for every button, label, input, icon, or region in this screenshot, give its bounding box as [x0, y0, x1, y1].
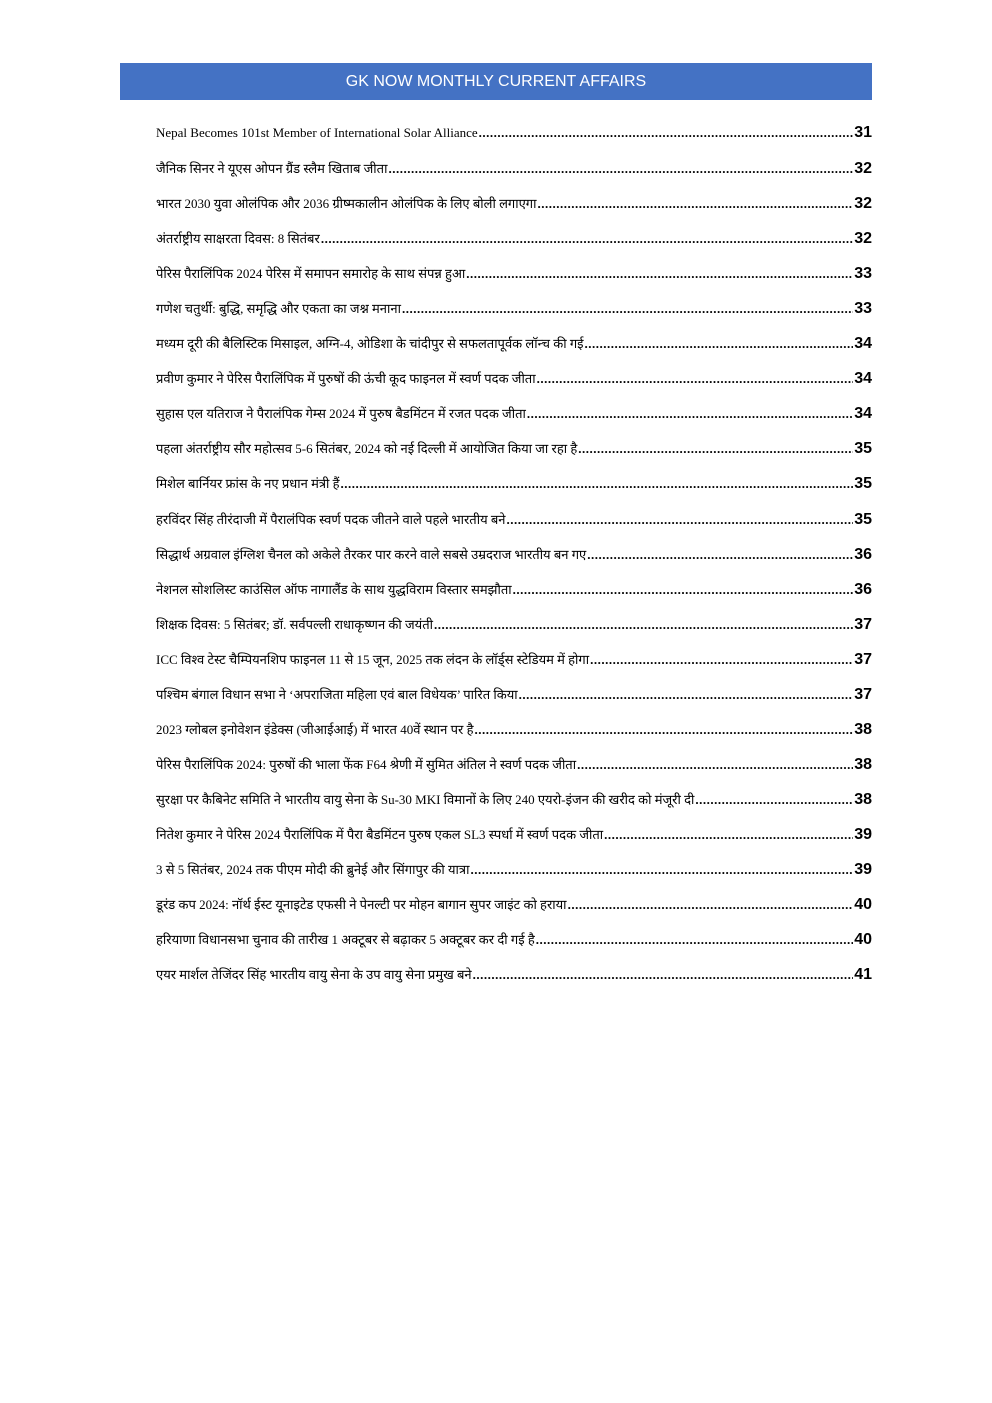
toc-entry-title: मिशेल बार्नियर फ्रांस के नए प्रधान मंत्री हैं: [156, 476, 340, 492]
toc-entry-title: पेरिस पैरालिंपिक 2024: पुरुषों की भाला फेंक F64 श्रेणी में सुमित अंतिल ने स्वर्ण पदक जीता: [156, 756, 577, 772]
toc-entry-page: 39: [854, 860, 872, 878]
toc-entry-title: सिद्धार्थ अग्रवाल इंग्लिश चैनल को अकेले तैरकर पार करने वाले सबसे उम्रदराज भारतीय बन गए: [156, 546, 587, 562]
toc-entry[interactable]: [156, 124, 872, 159]
toc-entry-page: 38: [854, 720, 872, 738]
toc-entry[interactable]: [156, 299, 872, 334]
toc-entry[interactable]: [156, 439, 872, 474]
dot-leader: [590, 652, 853, 668]
toc-entry[interactable]: [156, 965, 872, 1000]
toc-entry-page: 35: [854, 510, 872, 528]
dot-leader: [321, 231, 853, 247]
toc-entry[interactable]: [156, 720, 872, 755]
toc-entry[interactable]: [156, 510, 872, 545]
toc-entry-page: 33: [854, 265, 872, 283]
toc-entry[interactable]: [156, 194, 872, 229]
dot-leader: [513, 582, 854, 598]
dot-leader: [402, 301, 853, 317]
dot-leader: [527, 406, 853, 422]
toc-entry-page: 34: [854, 405, 872, 423]
header-title: GK NOW MONTHLY CURRENT AFFAIRS: [345, 72, 647, 90]
toc-entry-page: 37: [854, 685, 872, 703]
dot-leader: [695, 792, 853, 808]
toc-entry-title: एयर मार्शल तेजिंदर सिंह भारतीय वायु सेना के उप वायु सेना प्रमुख बने: [156, 967, 472, 983]
dot-leader: [568, 897, 854, 913]
toc-entry-title: अंतर्राष्ट्रीय साक्षरता दिवस: 8 सितंबर: [156, 231, 320, 247]
toc-entry-page: 33: [854, 300, 872, 318]
toc-entry-title: गणेश चतुर्थी: बुद्धि, समृद्धि और एकता का जश्न मनाना: [156, 301, 401, 317]
dot-leader: [577, 757, 853, 773]
toc-entry-title: हरविंदर सिंह तीरंदाजी में पैरालंपिक स्वर्ण पदक जीतने वाले पहले भारतीय बने: [156, 511, 506, 527]
dot-leader: [434, 617, 853, 633]
toc-entry[interactable]: [156, 755, 872, 790]
toc-entry-title: पश्चिम बंगाल विधान सभा ने ‘अपराजिता महिला एवं बाल विधेयक’ पारित किया: [156, 686, 518, 702]
toc-entry[interactable]: [156, 685, 872, 720]
toc-entry-page: 36: [854, 545, 872, 563]
toc-entry-title: नितेश कुमार ने पेरिस 2024 पैरालिंपिक में पैरा बैडमिंटन पुरुष एकल SL3 स्पर्धा में स्वर्ण पदक जीता: [156, 826, 604, 842]
toc-entry-title: 3 से 5 सितंबर, 2024 तक पीएम मोदी की ब्रुनेई और सिंगापुर की यात्रा: [156, 861, 470, 877]
toc-entry-page: 35: [854, 475, 872, 493]
dot-leader: [578, 441, 853, 457]
toc-entry-page: 32: [854, 195, 872, 213]
toc-entry-title: सुहास एल यतिराज ने पैरालंपिक गेम्स 2024 में पुरुष बैडमिंटन में रजत पदक जीता: [156, 406, 526, 422]
toc-entry[interactable]: [156, 404, 872, 439]
toc-entry[interactable]: [156, 930, 872, 965]
toc-entry-page: 34: [854, 335, 872, 353]
toc-entry-title: नेशनल सोशलिस्ट काउंसिल ऑफ नागालैंड के साथ युद्धविराम विस्तार समझौता: [156, 581, 512, 597]
toc-entry[interactable]: [156, 650, 872, 685]
dot-leader: [388, 161, 853, 177]
toc-entry[interactable]: [156, 790, 872, 825]
dot-leader: [519, 687, 854, 703]
toc-entry-title: सुरक्षा पर कैबिनेट समिति ने भारतीय वायु सेना के Su-30 MKI विमानों के लिए 240 एयरो-इंजन की खरीद को मंजूरी दी: [156, 791, 695, 807]
dot-leader: [341, 476, 854, 492]
dot-leader: [537, 196, 853, 212]
dot-leader: [536, 932, 853, 948]
toc-entry-title: भारत 2030 युवा ओलंपिक और 2036 ग्रीष्मकालीन ओलंपिक के लिए बोली लगाएगा: [156, 196, 537, 212]
table-of-contents: [156, 124, 872, 1000]
toc-entry[interactable]: [156, 615, 872, 650]
toc-entry-page: 40: [854, 896, 872, 914]
toc-entry-title: हरियाणा विधानसभा चुनाव की तारीख 1 अक्टूबर से बढ़ाकर 5 अक्टूबर कर दी गई है: [156, 932, 535, 948]
dot-leader: [604, 827, 853, 843]
toc-entry-title: पेरिस पैरालिंपिक 2024 पेरिस में समापन समारोह के साथ संपन्न हुआ: [156, 266, 466, 282]
dot-leader: [470, 862, 853, 878]
toc-entry[interactable]: [156, 895, 872, 930]
dot-leader: [585, 336, 854, 352]
toc-entry-page: 34: [854, 370, 872, 388]
toc-entry-title: मध्यम दूरी की बैलिस्टिक मिसाइल, अग्नि-4, ओडिशा के चांदीपुर से सफलतापूर्वक लॉन्च की गई: [156, 336, 584, 352]
toc-entry[interactable]: [156, 580, 872, 615]
toc-entry-page: 40: [854, 931, 872, 949]
toc-entry-page: 32: [854, 230, 872, 248]
dot-leader: [475, 722, 854, 738]
toc-entry[interactable]: [156, 860, 872, 895]
toc-entry-title: ICC विश्व टेस्ट चैम्पियनशिप फाइनल 11 से 15 जून, 2025 तक लंदन के लॉर्ड्स स्टेडियम में होगा: [156, 651, 590, 667]
toc-entry-page: 37: [854, 615, 872, 633]
toc-entry[interactable]: [156, 159, 872, 194]
toc-entry[interactable]: [156, 229, 872, 264]
toc-entry[interactable]: [156, 334, 872, 369]
page-header-banner: [120, 63, 872, 100]
toc-entry-title: जैनिक सिनर ने यूएस ओपन ग्रैंड स्लैम खिताब जीता: [156, 161, 388, 177]
toc-entry-page: 31: [854, 124, 872, 141]
dot-leader: [466, 266, 853, 282]
toc-entry[interactable]: [156, 474, 872, 509]
toc-entry-page: 38: [854, 790, 872, 808]
toc-entry-page: 32: [854, 160, 872, 178]
toc-entry-page: 36: [854, 580, 872, 598]
toc-entry-page: 41: [854, 966, 872, 984]
toc-entry-title: 2023 ग्लोबल इनोवेशन इंडेक्स (जीआईआई) में भारत 40वें स्थान पर है: [156, 721, 474, 737]
toc-entry-title: पहला अंतर्राष्ट्रीय सौर महोत्सव 5-6 सितंबर, 2024 को नई दिल्ली में आयोजित किया जा रहा है: [156, 441, 578, 457]
toc-entry-title: शिक्षक दिवस: 5 सितंबर; डॉ. सर्वपल्ली राधाकृष्णन की जयंती: [156, 616, 433, 632]
toc-entry[interactable]: [156, 825, 872, 860]
dot-leader: [479, 125, 854, 141]
toc-entry[interactable]: [156, 545, 872, 580]
dot-leader: [473, 967, 854, 983]
toc-entry-title: Nepal Becomes 101st Member of International Solar Alliance: [156, 125, 478, 140]
dot-leader: [507, 512, 854, 528]
toc-entry-page: 39: [854, 825, 872, 843]
toc-entry[interactable]: [156, 264, 872, 299]
toc-entry[interactable]: [156, 369, 872, 404]
dot-leader: [537, 371, 854, 387]
dot-leader: [587, 547, 853, 563]
toc-entry-page: 35: [854, 440, 872, 458]
toc-entry-title: डूरंड कप 2024: नॉर्थ ईस्ट यूनाइटेड एफसी ने पेनल्टी पर मोहन बागान सुपर जाइंट को हराया: [156, 897, 567, 913]
toc-entry-page: 37: [854, 650, 872, 668]
toc-entry-page: 38: [854, 755, 872, 773]
toc-entry-title: प्रवीण कुमार ने पेरिस पैरालिंपिक में पुरुषों की ऊंची कूद फाइनल में स्वर्ण पदक जीता: [156, 371, 536, 387]
